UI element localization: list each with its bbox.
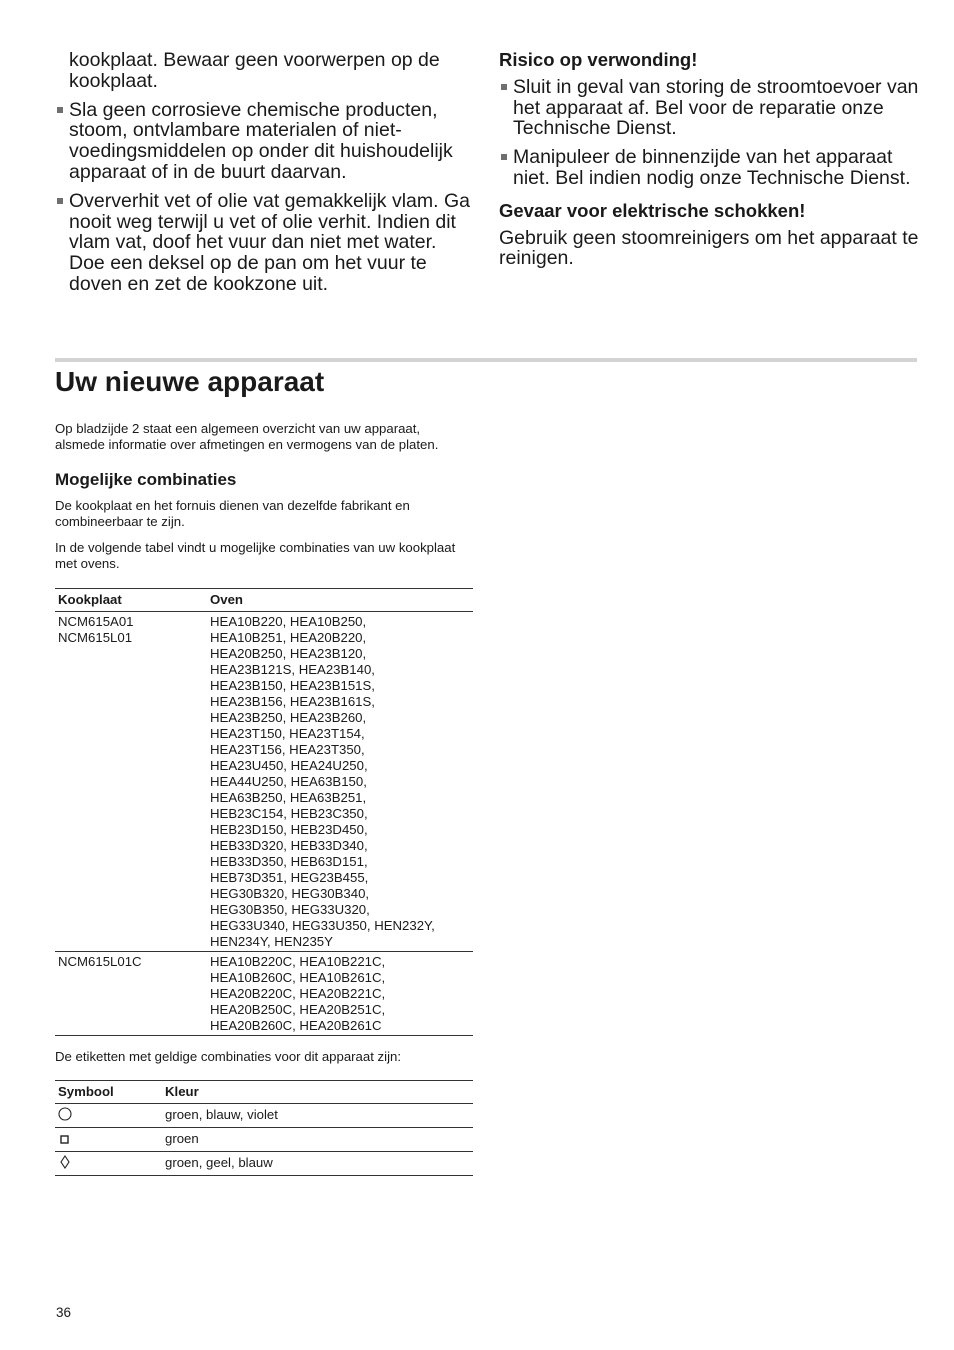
kookplaat-model: NCM615A01: [58, 614, 134, 629]
paragraph-table-intro: In de volgende tabel vindt u mogelijke combinaties van uw kookplaat met ovens.: [55, 540, 456, 571]
oven-model-line: HEB33D350, HEB63D151,: [210, 854, 368, 869]
oven-model-line: HEB33D320, HEB33D340,: [210, 838, 368, 853]
oven-model-line: HEA44U250, HEA63B150,: [210, 774, 367, 789]
oven-model-line: HEA10B220C, HEA10B221C,: [210, 954, 386, 969]
oven-model-line: HEA23B121S, HEA23B140,: [210, 662, 375, 677]
paragraph-manufacturer: De kookplaat en het fornuis dienen van dezelfde fabrikant en combineerbaar te zijn.: [55, 498, 410, 529]
bullet-item: [55, 191, 475, 295]
cell-symbool: [55, 1128, 162, 1152]
circle-icon: [58, 1107, 72, 1125]
right-column: [499, 50, 919, 269]
oven-model-line: HEG30B350, HEG33U320,: [210, 902, 370, 917]
subsection-title: Mogelijke combinaties: [55, 470, 237, 489]
bullet-text: Sla geen corrosieve chemische producten, stoom, ontvlambare materialen of niet-voedingsmiddelen op onder dit huishoudelijk apparaat of in de buurt daarvan.: [69, 98, 453, 183]
table-row: [55, 952, 473, 1036]
intro-paragraph: Op bladzijde 2 staat een algemeen overzicht van uw apparaat, alsmede informatie over afmetingen en vermogens van de platen.: [55, 421, 439, 452]
oven-model-line: HEA20B250C, HEA20B251C,: [210, 1002, 386, 1017]
table-header-kookplaat: Kookplaat: [55, 589, 207, 612]
bullet-item: [499, 147, 919, 189]
bullet-square-icon: [57, 198, 63, 204]
symbols-table: [55, 1080, 473, 1176]
bullet-square-icon: [501, 154, 507, 160]
kookplaat-model: NCM615L01: [58, 630, 133, 645]
oven-model-line: HEA23T150, HEA23T154,: [210, 726, 365, 741]
oven-model-line: HEA20B260C, HEA20B261C: [210, 1018, 382, 1033]
bullet-item: [55, 100, 475, 183]
oven-model-line: HEA63B250, HEA63B251,: [210, 790, 367, 805]
cell-kleur: groen, blauw, violet: [162, 1104, 473, 1128]
cell-symbool: [55, 1152, 162, 1176]
section-body: [55, 421, 473, 1176]
oven-model-line: HEA23B250, HEA23B260,: [210, 710, 367, 725]
oven-model-line: HEA23B150, HEA23B151S,: [210, 678, 375, 693]
oven-model-line: HEA10B260C, HEA10B261C,: [210, 970, 386, 985]
section-divider: [55, 358, 917, 362]
bullet-square-icon: [501, 84, 507, 90]
bullet-text: Sluit in geval van storing de stroomtoevoer van het apparaat af. Bel voor de reparatie onze Technische Dienst.: [513, 75, 919, 140]
section-title: Uw nieuwe apparaat: [55, 366, 325, 397]
table-row: [55, 612, 473, 952]
oven-model-line: HEA20B220C, HEA20B221C,: [210, 986, 386, 1001]
kookplaat-model: NCM615L01C: [58, 954, 142, 969]
cell-kleur: groen, geel, blauw: [162, 1152, 473, 1176]
cell-oven: [207, 612, 473, 952]
oven-model-line: HEA20B250, HEA23B120,: [210, 646, 367, 661]
cell-kookplaat: [55, 952, 207, 1036]
warning-title-electric: Gevaar voor elektrische schokken!: [499, 199, 806, 221]
cell-oven: [207, 952, 473, 1036]
cell-kookplaat: [55, 612, 207, 952]
oven-model-line: HEB23C154, HEB23C350,: [210, 806, 368, 821]
bullet-text: Manipuleer de binnenzijde van het apparaat niet. Bel indien nodig onze Technische Dienst.: [513, 146, 911, 189]
oven-model-line: HEG33U340, HEG33U350, HEN232Y,: [210, 918, 435, 933]
oven-model-line: HEA10B251, HEA20B220,: [210, 630, 367, 645]
combinations-table-body: [55, 612, 473, 1036]
combinations-table: [55, 588, 473, 1036]
oven-model-line: HEB73D351, HEG23B455,: [210, 870, 369, 885]
page-number: 36: [56, 1305, 72, 1320]
paragraph-labels: De etiketten met geldige combinaties voor dit apparaat zijn:: [55, 1049, 401, 1064]
square-icon: [58, 1131, 72, 1149]
cell-symbool: [55, 1104, 162, 1128]
cell-kleur: groen: [162, 1128, 473, 1152]
warning-title-injury: Risico op verwonding!: [499, 49, 698, 70]
oven-model-line: HEA23B156, HEA23B161S,: [210, 694, 375, 709]
table-header-symbool: Symbool: [55, 1081, 162, 1104]
left-column: [55, 50, 475, 303]
table-row: [55, 1104, 473, 1128]
oven-model-line: HEN234Y, HEN235Y: [210, 934, 333, 949]
oven-model-line: HEA10B220, HEA10B250,: [210, 614, 367, 629]
table-header-oven: Oven: [207, 589, 473, 612]
table-row: [55, 1128, 473, 1152]
oven-model-line: HEG30B320, HEG30B340,: [210, 886, 370, 901]
oven-model-line: HEA23T156, HEA23T350,: [210, 742, 365, 757]
symbols-table-body: [55, 1104, 473, 1176]
diamond-icon: [58, 1155, 72, 1173]
table-header-kleur: Kleur: [162, 1081, 473, 1104]
continuation-text: kookplaat. Bewaar geen voorwerpen op de kookplaat.: [69, 49, 440, 92]
oven-model-line: HEA23U450, HEA24U250,: [210, 758, 368, 773]
warning-text-electric: Gebruik geen stoomreinigers om het apparaat te reinigen.: [499, 226, 919, 270]
table-row: [55, 1152, 473, 1176]
bullet-item: [499, 77, 919, 139]
oven-model-line: HEB23D150, HEB23D450,: [210, 822, 368, 837]
bullet-text: Oververhit vet of olie vat gemakkelijk vlam. Ga nooit weg terwijl u vet of olie verhit. Indien dit vlam vat, doof het vuur dan niet met water. Doe een deksel op de pan om het vuur te doven en zet de kookzone uit.: [69, 189, 470, 295]
bullet-square-icon: [57, 107, 63, 113]
